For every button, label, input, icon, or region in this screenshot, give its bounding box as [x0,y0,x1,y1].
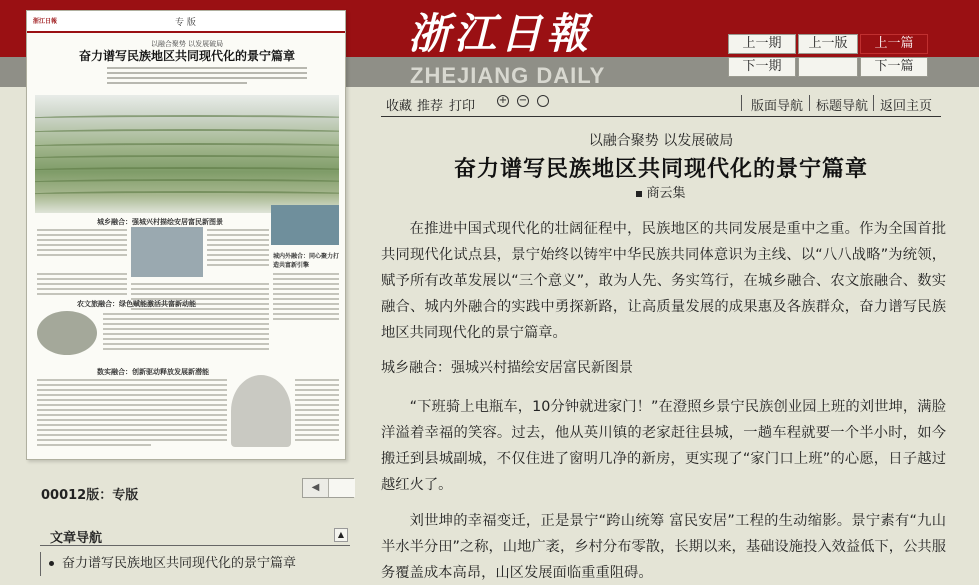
thumbnail-masthead: 浙江日報 [33,18,58,25]
toolbar-divider [809,95,810,111]
next-page-button-empty [798,57,858,77]
thumbnail-column-5 [273,273,339,323]
favorite-link[interactable]: 收藏 [386,99,413,114]
article-title: 奋力谱写民族地区共同现代化的景宁篇章 [453,157,868,182]
article-nav-title: 文章导航 [50,531,103,546]
square-icon [636,191,642,197]
article-paragraph-1: 在推进中国式现代化的壮阔征程中，民族地区的共同发展是重中之重。作为全国首批共同现代化试点县，景宁始终以铸牢中华民族共同体意识为主线、以“八八战略”为统领，赋予所有改革发展以“三个意义”，敢为人先、务实笃行，在城乡融合、农文旅融合、数实融合、城内外融合的实践中勇探新路，让高质量发展的成果惠及各族群众，奋力谱写民族地区共同现代化的景宁篇章。 [381,221,946,341]
zoom-reset-icon[interactable] [537,95,549,107]
prev-page-button[interactable]: 上一版 [798,34,858,54]
article-kicker: 以融合聚势 以发展破局 [588,133,734,149]
thumbnail-subhead-2: 农文旅融合：绿色赋能激活共富新动能 [77,300,196,308]
thumbnail-subhead-4: 城内外融合：同心聚力打造共富新引擎 [273,253,340,269]
page-label: 00012版：专版 [41,488,139,503]
thumbnail-photo-lab [231,375,291,447]
thumbnail-column-1 [37,229,127,259]
newspaper-page-thumbnail[interactable] [26,10,346,460]
article-paragraph-2: “下班骑上电瓶车，10分钟就进家门！”在澄照乡景宁民族创业园上班的刘世坤，满脸洋溢着幸福的笑容。过去，他从英川镇的老家赶往县城，一趟车程就要一个半小时，如今搬迁到县城副城，不仅住进了窗明几净的新房，更实现了“家门口上班”的心愿，日子越过越红火了。 [381,399,946,493]
terrace-photo [35,95,339,213]
zhejiang-daily-logo-en: ZHEJIANG DAILY [410,63,606,88]
article-subheading-1: 城乡融合：强城兴村描绘安居富民新图景 [381,360,633,376]
zoom-in-icon[interactable]: + [498,95,508,106]
thumbnail-section: 专 版 [175,18,196,28]
issue-navigation [728,34,928,78]
zoom-out-icon[interactable]: − [518,95,528,106]
thumbnail-column-6 [103,313,269,353]
article-author [381,182,941,201]
page-pager [302,478,354,498]
prev-page-arrow[interactable]: ◀ [303,479,329,497]
thumbnail-subhead-3: 数实融合：创新驱动释放发展新潜能 [97,368,209,376]
zhejiang-daily-logo[interactable]: 浙江日報 [408,9,593,58]
author-name: 商云集 [646,186,686,201]
thumbnail-lead-text [107,67,307,93]
thumbnail-column-8 [295,379,339,444]
thumbnail-headline[interactable]: 奋力谱写民族地区共同现代化的景宁篇章 [78,49,295,63]
recommend-link[interactable]: 推荐 [417,99,444,114]
thumbnail-photo-city [131,227,203,277]
toolbar-divider [741,95,742,111]
article-nav-item[interactable] [40,552,350,576]
collapse-icon[interactable]: ▲ [334,528,348,542]
thumbnail-photo-mountain [271,205,339,245]
next-page-arrow[interactable] [329,479,355,497]
thumbnail-photo-village [37,311,97,355]
article-nav-header [40,524,350,546]
thumbnail-column-3 [37,273,127,298]
thumbnail-kicker: 以融合聚势 以发展破局 [150,40,224,48]
title-nav-link[interactable]: 标题导航 [816,99,869,114]
prev-article-button[interactable]: 上一篇 [860,34,928,54]
thumbnail-header [27,11,346,33]
thumbnail-subhead-1: 城乡融合：强城兴村描绘安居富民新图景 [97,218,223,226]
prev-issue-button[interactable]: 上一期 [728,34,796,54]
print-link[interactable]: 打印 [449,99,476,114]
thumbnail-column-2 [207,229,269,269]
article-toolbar [381,93,941,117]
thumbnail-title-block [27,39,346,64]
back-home-link[interactable]: 返回主页 [880,99,933,114]
article-nav-item-label: 奋力谱写民族地区共同现代化的景宁篇章 [62,556,297,571]
next-issue-button[interactable]: 下一期 [728,57,796,77]
toolbar-divider [873,95,874,111]
page-nav-link[interactable]: 版面导航 [751,99,804,114]
article-paragraph-3: 刘世坤的幸福变迁，正是景宁“跨山统筹 富民安居”工程的生动缩影。景宁素有“九山半水半分田”之称，山地广袤，乡村分布零散，长期以来，基础设施投入效益低下，公共服务覆盖成本高昂，山区发展面临重重阻碍。 [381,513,946,581]
thumbnail-column-7 [37,379,227,449]
bullet-icon [49,561,54,566]
next-article-button[interactable]: 下一篇 [860,57,928,77]
